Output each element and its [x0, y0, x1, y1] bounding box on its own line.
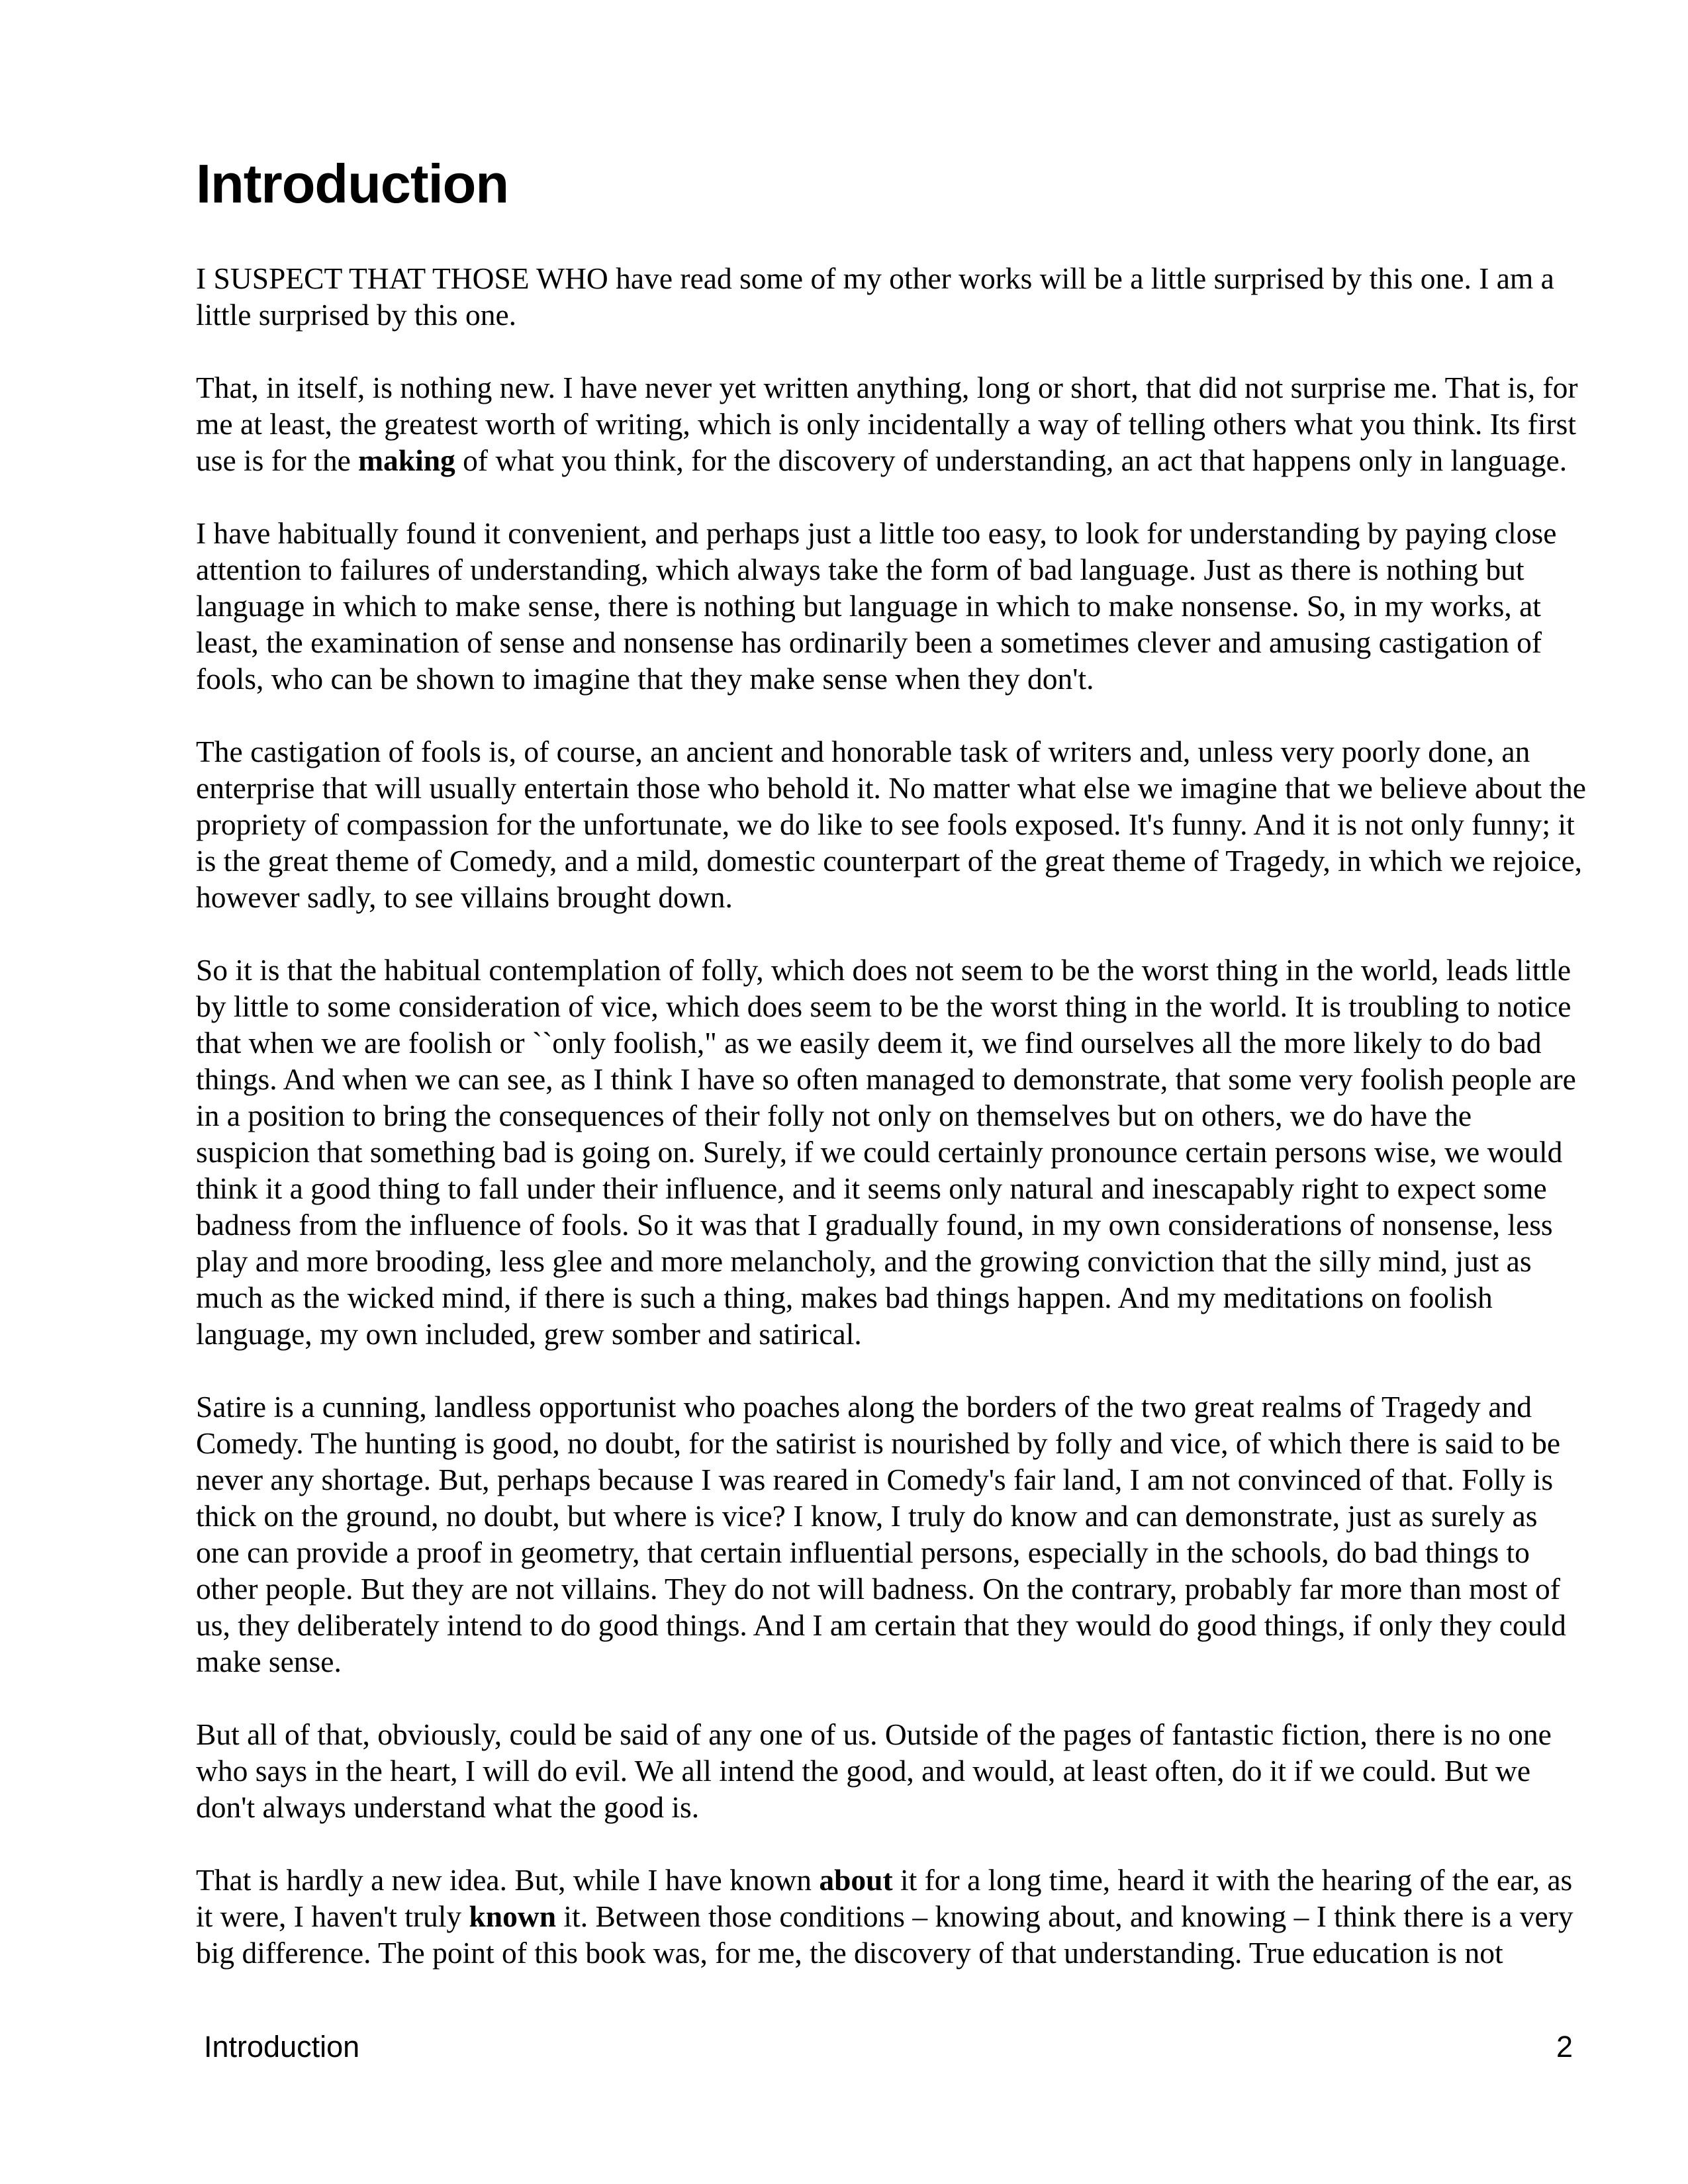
emphasis-about: about — [819, 1863, 893, 1897]
paragraph-text: The castigation of fools is, of course, an ancient and honorable task of writers and, unless very poorly done, an enterprise that will usually entertain those who behold it. No matter what else we imagine that we believe about the propriety of compassion for the unfortunate, we do like to see fools exposed. It's funny. And it is not only funny; it is the great theme of Comedy, and a mild, domestic counterpart of the great theme of Tragedy, in which we rejoice, however sadly, to see villains brought down. — [196, 735, 1586, 914]
page-title: Introduction — [196, 153, 509, 214]
paragraph-7 — [196, 1716, 1586, 1825]
paragraph-3 — [196, 515, 1586, 697]
paragraph-text: So it is that the habitual contemplation of folly, which does not seem to be the worst thing in the world, leads little by little to some consideration of vice, which does seem to be the worst thing in the world. It is troubling to notice that when we are foolish or ``only foolish," as we easily deem it, we find ourselves all the more likely to do bad things. And when we can see, as I think I have so often managed to demonstrate, that some very foolish people are in a position to bring the consequences of their folly not only on themselves but on others, we do have the suspicion that something bad is going on. Surely, if we could certainly pronounce certain persons wise, we would think it a good thing to fall under their influence, and it seems only natural and inescapably right to expect some badness from the influence of fools. So it was that I gradually found, in my own considerations of nonsense, less play and more brooding, less glee and more melancholy, and the growing conviction that the silly mind, just as much as the wicked mind, if there is such a thing, makes bad things happen. And my meditations on foolish language, my own included, grew somber and satirical. — [196, 953, 1576, 1351]
emphasis-known: known — [469, 1899, 557, 1933]
paragraph-2 — [196, 369, 1586, 478]
paragraph-text: of what you think, for the discovery of understanding, an act that happens only in language. — [455, 443, 1568, 477]
paragraph-5 — [196, 952, 1586, 1352]
emphasis-making: making — [358, 443, 455, 477]
paragraph-8 — [196, 1862, 1586, 1971]
paragraph-text: Satire is a cunning, landless opportunist who poaches along the borders of the two great realms of Tragedy and Comedy. The hunting is good, no doubt, for the satirist is nourished by folly and vice, of which there is said to be never any shortage. But, perhaps because I was reared in Comedy's fair land, I am not convinced of that. Folly is thick on the ground, no doubt, but where is vice? I know, I truly do know and can demonstrate, just as surely as one can provide a proof in geometry, that certain influential persons, especially in the schools, do bad things to other people. But they are not villains. They do not will badness. On the contrary, probably far more than most of us, they deliberately intend to do good things. And I am certain that they would do good things, if only they could make sense. — [196, 1390, 1566, 1678]
paragraph-text: I have habitually found it convenient, and perhaps just a little too easy, to look for understanding by paying close attention to failures of understanding, which always take the form of bad language. Just as there is nothing but language in which to make sense, there is nothing but language in which to make nonsense. So, in my works, at least, the examination of sense and nonsense has ordinarily been a sometimes clever and amusing castigation of fools, who can be shown to imagine that they make sense when they don't. — [196, 516, 1557, 696]
paragraph-text: That is hardly a new idea. But, while I have known — [196, 1863, 820, 1897]
paragraph-text: That, in itself, is nothing new. I have never yet written anything, long or short, that did not surprise me. That is, for me at least, the greatest worth of writing, which is only incidentally a way of telling others what you think. Its first use is for the — [196, 371, 1578, 477]
page-number: 2 — [1556, 2030, 1573, 2064]
paragraph-text: it. Between those conditions – knowing about, and knowing – I think there is a very big difference. The point of this book was, for me, the discovery of that understanding. True education is not — [196, 1899, 1573, 1970]
paragraph-1 — [196, 260, 1586, 333]
paragraph-text: But all of that, obviously, could be said of any one of us. Outside of the pages of fantastic fiction, there is no one who says in the heart, I will do evil. We all intend the good, and would, at least often, do it if we could. But we don't always understand what the good is. — [196, 1717, 1552, 1824]
paragraph-text: it for a long time, heard it with the hearing of the ear, as it were, I haven't truly — [196, 1863, 1573, 1933]
paragraph-text: I SUSPECT THAT THOSE WHO have read some of my other works will be a little surprised by this one. I am a little surprised by this one. — [196, 261, 1554, 332]
paragraph-6 — [196, 1388, 1586, 1680]
paragraph-4 — [196, 733, 1586, 915]
footer-section-title: Introduction — [204, 2030, 360, 2064]
body-text — [196, 260, 1586, 2007]
